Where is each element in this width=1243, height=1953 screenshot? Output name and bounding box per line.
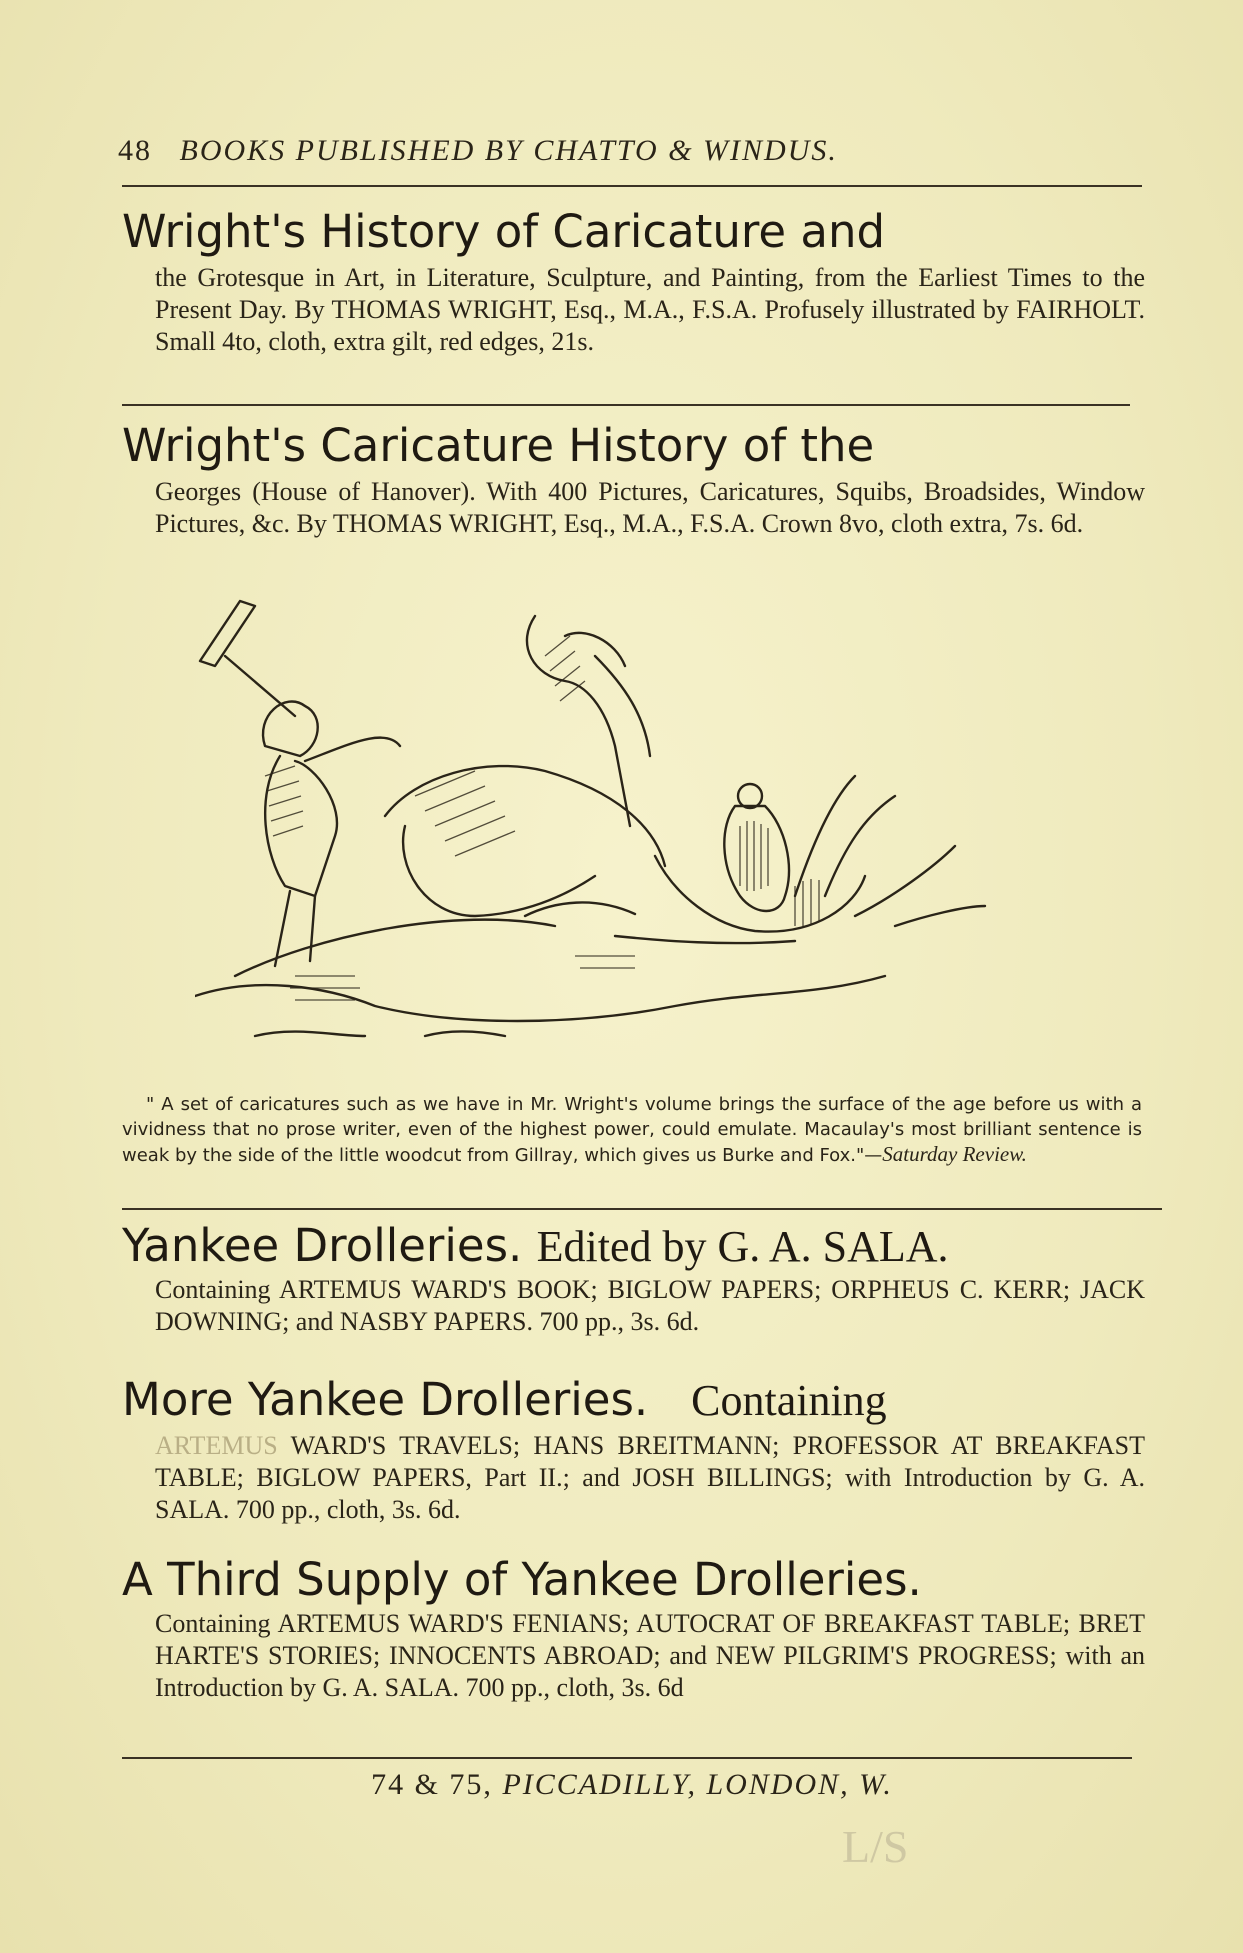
quote-source: Saturday Review. <box>882 1142 1027 1166</box>
entry-title: A Third Supply of Yankee Drolleries. <box>122 1553 922 1606</box>
entry-body: Georges (House of Hanover). With 400 Pictures, Caricatures, Squibs, Broadsides, Window Pictures, &c. By THOMAS WRIGHT, Esq., M.A., F.S.A. Crown 8vo, cloth extra, 7s. 6d. <box>155 477 1145 538</box>
running-head <box>118 134 1068 168</box>
library-catalog-mark: L/S <box>842 1821 909 1872</box>
footer-address <box>122 1768 1142 1802</box>
page-number: 48 <box>118 134 152 167</box>
footer-numbers: 74 & 75, <box>371 1768 493 1801</box>
caricature-woodcut-icon <box>195 596 1075 1076</box>
header-rule <box>122 185 1142 187</box>
entry-divider <box>122 404 1130 406</box>
entry-title: Wright's Caricature History of the <box>122 419 875 472</box>
entry-title: Yankee Drolleries. Edited by G. A. SALA. <box>122 1219 949 1272</box>
review-quote: " A set of caricatures such as we have in Mr. Wright's volume brings the surface of the age before us with a vividness that no prose writer, even of the highest power, could emulate. Macaulay's most brilliant sentence is weak by the side of the little woodcut from Gillray, which gives us Burke and Fox."—Saturday Review. <box>122 1094 1142 1166</box>
entry-divider <box>122 1208 1162 1210</box>
footer-street: PICCADILLY, LONDON, W. <box>502 1768 893 1801</box>
entry-body: ARTEMUS WARD'S TRAVELS; HANS BREITMANN; PROFESSOR AT BREAKFAST TABLE; BIGLOW PAPERS, Part II.; and JOSH BILLINGS; with Introduction by G. A. SALA. 700 pp., cloth, 3s. 6d. <box>155 1431 1145 1524</box>
entry-title: Wright's History of Caricature and <box>122 205 886 258</box>
running-head-title: BOOKS PUBLISHED BY CHATTO & WINDUS. <box>179 134 838 167</box>
entry-title: More Yankee Drolleries. Containing <box>122 1373 887 1426</box>
footer-rule <box>122 1757 1132 1759</box>
entry-body: Containing ARTEMUS WARD'S FENIANS; AUTOCRAT OF BREAKFAST TABLE; BRET HARTE'S STORIES; INNOCENTS ABROAD; and NEW PILGRIM'S PROGRESS; with an Introduction by G. A. SALA. 700 pp., cloth, 3s. 6d <box>155 1609 1145 1702</box>
entry-body: the Grotesque in Art, in Literature, Sculpture, and Painting, from the Earliest Times to the Present Day. By THOMAS WRIGHT, Esq., M.A., F.S.A. Profusely illustrated by FAIRHOLT. Small 4to, cloth, extra gilt, red edges, 21s. <box>155 263 1145 356</box>
entry-body: Containing ARTEMUS WARD'S BOOK; BIGLOW PAPERS; ORPHEUS C. KERR; JACK DOWNING; and NASBY PAPERS. 700 pp., 3s. 6d. <box>155 1275 1145 1336</box>
